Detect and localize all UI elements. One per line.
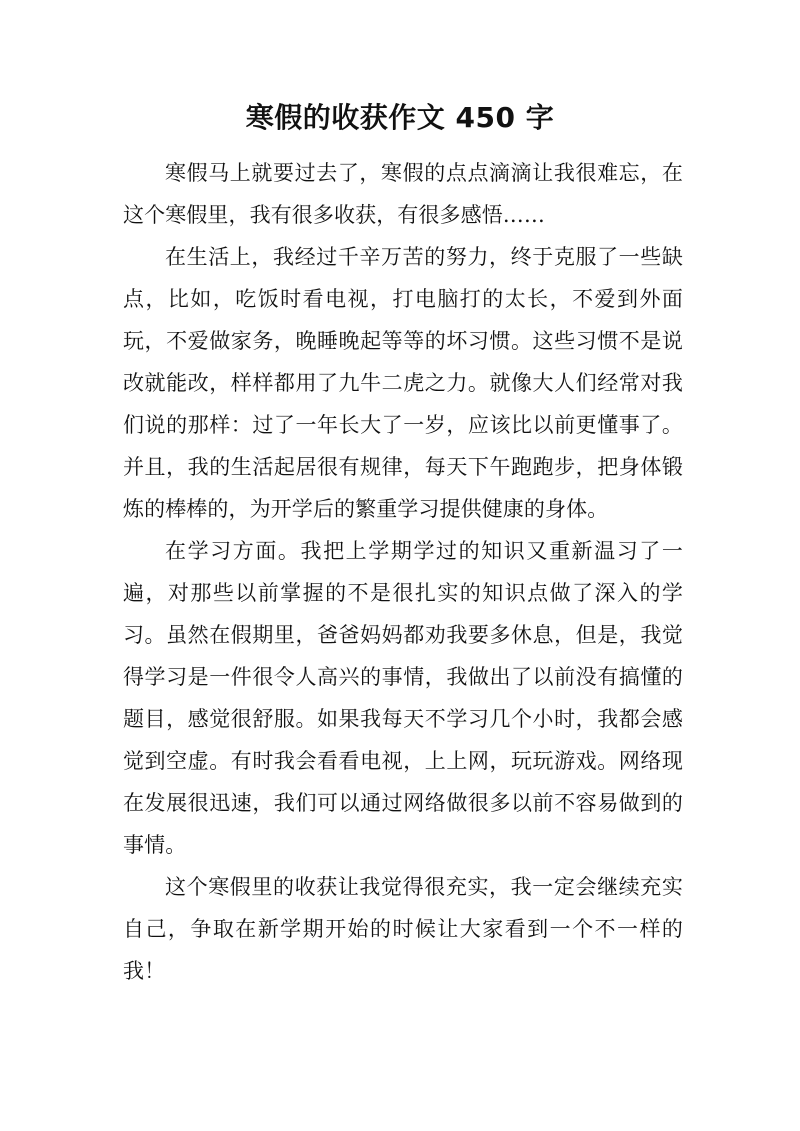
- paragraph-study: 在学习方面。我把上学期学过的知识又重新温习了一遍，对那些以前掌握的不是很扎实的知识点做了深入的学习。虽然在假期里，爸爸妈妈都劝我要多休息，但是，我觉得学习是一件很令人高兴的事情，我做出了以前没有搞懂的题目，感觉很舒服。如果我每天不学习几个小时，我都会感觉到空虚。有时我会看看电视，上上网，玩玩游戏。网络现在发展很迅速，我们可以通过网络做很多以前不容易做到的事情。: [123, 539, 683, 857]
- document-title: 寒假的收获作文 450 字: [245, 101, 555, 134]
- paragraph-intro: 寒假马上就要过去了，寒假的点点滴滴让我很难忘，在这个寒假里，我有很多收获，有很多感悟……: [123, 161, 683, 227]
- paragraph-life: 在生活上，我经过千辛万苦的努力，终于克服了一些缺点，比如，吃饭时看电视，打电脑打的太长，不爱到外面玩，不爱做家务，晚睡晚起等等的坏习惯。这些习惯不是说改就能改，样样都用了九牛二虎之力。就像大人们经常对我们说的那样：过了一年长大了一岁，应该比以前更懂事了。并且，我的生活起居很有规律，每天下午跑跑步，把身体锻炼的棒棒的，为开学后的繁重学习提供健康的身体。: [123, 245, 683, 521]
- document-body: [123, 152, 683, 992]
- paragraph-conclusion: 这个寒假里的收获让我觉得很充实，我一定会继续充实自己，争取在新学期开始的时候让大家看到一个不一样的我！: [123, 875, 683, 983]
